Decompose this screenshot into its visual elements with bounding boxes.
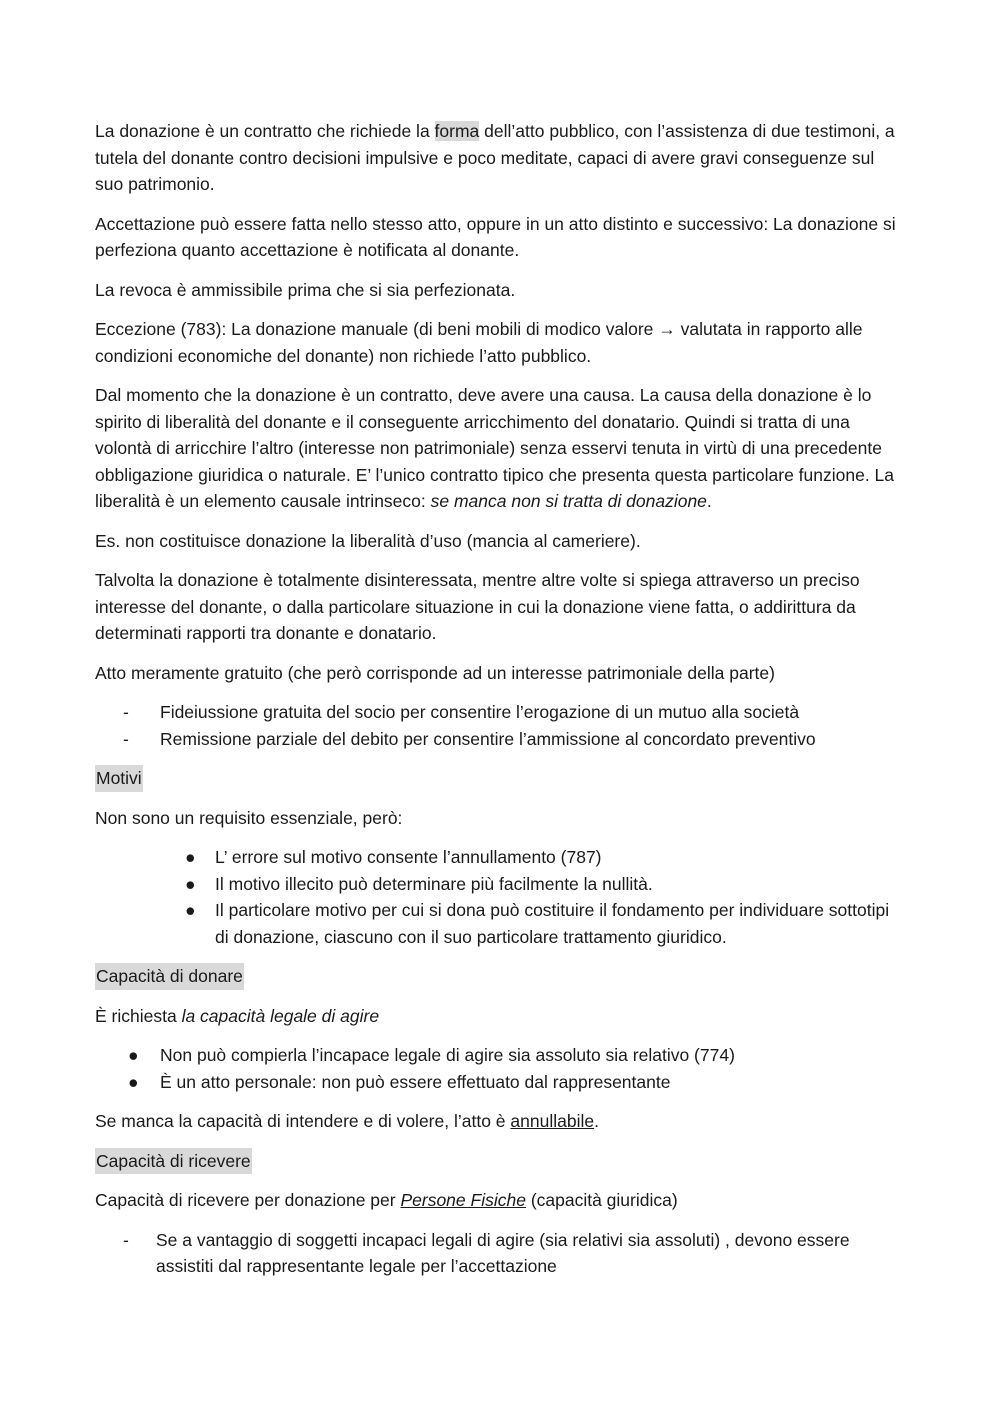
dash-list (95, 699, 900, 752)
paragraph-motivi: Non sono un requisito essenziale, però: (95, 807, 403, 828)
paragraph-talvolta: Talvolta la donazione è totalmente disinteressata, mentre altre volte si spiega attraverso un preciso interesse del donante, o dalla particolare situazione in cui la donazione viene fatta, o addirittura da determinati rapporti tra donante e donatario. (95, 570, 860, 643)
paragraph-annullabile (95, 1108, 900, 1135)
list-item (95, 1042, 900, 1069)
list-item (95, 897, 900, 950)
dash-marker: - (123, 1229, 129, 1250)
list-item-text: Se a vantaggio di soggetti incapaci legali di agire (sia relativi sia assoluti) , devono essere assistiti dal rappresentante legale per l’accettazione (156, 1229, 850, 1276)
paragraph-text: Capacità di ricevere per donazione per (95, 1190, 401, 1210)
list-item (95, 1227, 900, 1280)
bullet-list (95, 1042, 900, 1095)
section-heading-wrapper (95, 765, 900, 792)
italic-underlined-text: Persone Fisiche (400, 1190, 526, 1210)
paragraph-text: dell’atto pubblico, con l’assistenza di due testimoni, a tutela del donante contro decisioni impulsive e poco meditate, capaci di avere gravi conseguenze sul suo patrimonio. (95, 121, 895, 194)
paragraph-text: . (706, 491, 712, 511)
paragraph-text: La donazione è un contratto che richiede la (95, 121, 435, 141)
bullet-marker: ● (185, 873, 196, 894)
bullet-list (95, 844, 900, 950)
paragraph-text: Dal momento che la donazione è un contratto, deve avere una causa. La causa della donazione è lo spirito di liberalità del donante e il conseguente arricchimento del donatario. Quindi si tratta di una volontà di arricchire l’altro (interesse non patrimoniale) senza esservi tenuta in virtù di una precedente obbligazione giuridica o naturale. E’ l’unico contratto tipico che presenta questa particolare funzione. La liberalità è un elemento causale intrinseco: (95, 385, 895, 511)
dash-marker: - (123, 728, 129, 749)
list-item-text: Non può compierla l’incapace legale di agire sia assoluto sia relativo (774) (160, 1045, 735, 1065)
paragraph-capacita-agire (95, 1003, 900, 1030)
paragraph-accettazione: Accettazione può essere fatta nello stesso atto, oppure in un atto distinto e successivo: La donazione si perfeziona quanto accettazione è notificata al donante. (95, 213, 896, 260)
list-item-text: Il particolare motivo per cui si dona può costituire il fondamento per individuare sottotipi di donazione, ciascuno con il suo particolare trattamento giuridico. (215, 900, 890, 947)
paragraph-persone-fisiche (95, 1187, 900, 1214)
paragraph-esempio: Es. non costituisce donazione la liberalità d’uso (mancia al cameriere). (95, 530, 641, 551)
paragraph-text: . (594, 1111, 599, 1131)
section-heading-wrapper (95, 963, 900, 990)
list-item (95, 844, 900, 871)
paragraph-text: È richiesta (95, 1005, 182, 1026)
paragraph-text: (capacità giuridica) (525, 1190, 678, 1210)
list-item-text: Il motivo illecito può determinare più facilmente la nullità. (215, 873, 653, 894)
bullet-marker: ● (128, 1045, 139, 1065)
paragraph-causa (95, 382, 900, 515)
bullet-marker: ● (185, 900, 196, 920)
list-item (95, 871, 900, 898)
dash-list (95, 1227, 900, 1280)
list-item-text: L’ errore sul motivo consente l’annullamento (787) (215, 847, 602, 867)
italic-text: se manca non si tratta di donazione (430, 491, 707, 511)
dash-marker: - (123, 702, 129, 722)
section-heading-wrapper (95, 1148, 900, 1175)
list-item-text: Remissione parziale del debito per consentire l’ammissione al concordato preventivo (160, 728, 816, 749)
italic-text: la capacità legale di agire (181, 1005, 380, 1026)
paragraph-atto-gratuito: Atto meramente gratuito (che però corrisponde ad un interesse patrimoniale della parte) (95, 662, 775, 683)
paragraph-revoca: La revoca è ammissibile prima che si sia perfezionata. (95, 279, 516, 300)
paragraph-text: Se manca la capacità di intendere e di volere, l’atto è (95, 1111, 511, 1131)
list-item-text: Fideiussione gratuita del socio per consentire l’erogazione di un mutuo alla società (160, 702, 800, 722)
list-item (95, 699, 900, 726)
section-heading-capacita-ricevere: Capacità di ricevere (95, 1148, 252, 1175)
bullet-marker: ● (128, 1071, 139, 1092)
paragraph-forma (95, 118, 900, 198)
section-heading-capacita-donare: Capacità di donare (95, 963, 244, 990)
bullet-marker: ● (185, 847, 196, 867)
section-heading-motivi: Motivi (95, 765, 143, 792)
underlined-text: annullabile (510, 1111, 595, 1131)
paragraph-eccezione: Eccezione (783): La donazione manuale (di beni mobili di modico valore → valutata in rapporto alle condizioni economiche del donante) non richiede l’atto pubblico. (95, 319, 863, 366)
highlighted-word: forma (434, 121, 480, 141)
list-item-text: È un atto personale: non può essere effettuato dal rappresentante (160, 1071, 671, 1092)
list-item (95, 1069, 900, 1096)
list-item (95, 726, 900, 753)
